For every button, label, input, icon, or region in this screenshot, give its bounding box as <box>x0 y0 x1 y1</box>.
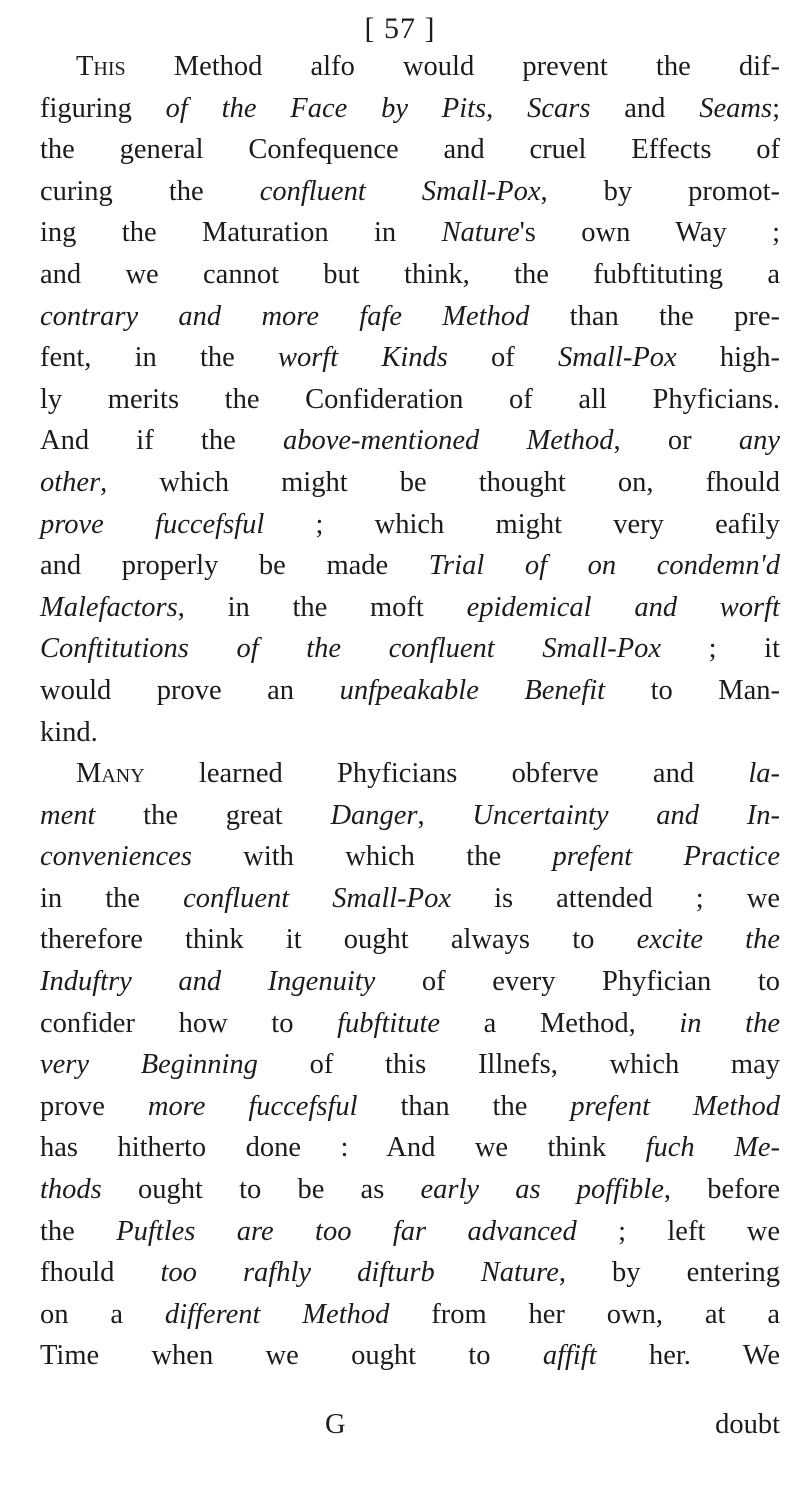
roman-text: fent, in the <box>40 342 278 374</box>
italic-text: Scars <box>527 92 591 124</box>
roman-text: , in the moft <box>177 591 467 623</box>
italic-text: Small-Pox <box>557 342 677 374</box>
text-line <box>40 587 780 629</box>
italic-text: any <box>738 425 780 457</box>
roman-text: confider how to <box>40 1007 338 1039</box>
roman-text: and we cannot but think, the fubftituting a <box>40 258 780 290</box>
text-line <box>40 712 780 754</box>
roman-text: ; which might very eafily <box>264 508 781 540</box>
roman-text: ; <box>772 92 781 124</box>
italic-text: thods <box>40 1174 102 1206</box>
text-line <box>40 753 780 795</box>
italic-text: ment <box>40 799 96 831</box>
text-line <box>40 1003 780 1045</box>
text-line <box>40 171 780 213</box>
italic-text: other <box>40 466 101 498</box>
roman-text: on a <box>40 1298 165 1330</box>
roman-text: curing the <box>40 175 260 207</box>
italic-text: confluent Small-Pox <box>259 175 541 207</box>
roman-text: prove <box>40 1090 148 1122</box>
text-line <box>40 212 780 254</box>
italic-text: Conftitutions of the confluent Small-Pox <box>40 633 662 665</box>
roman-text: , before <box>663 1174 780 1206</box>
italic-text: early as poffible <box>420 1174 664 1206</box>
text-line <box>40 1252 780 1294</box>
page-footer <box>40 1404 780 1446</box>
roman-text: than the <box>357 1090 571 1122</box>
text-line <box>40 420 780 462</box>
text-line <box>40 545 780 587</box>
italic-text: of the Face by Pits <box>165 92 487 124</box>
italic-text: prove fuccefsful <box>40 508 265 540</box>
roman-text: to Man- <box>605 674 781 706</box>
text-line <box>40 878 780 920</box>
roman-text: is attended ; we <box>451 882 780 914</box>
roman-text: would prove an <box>40 674 340 706</box>
italic-text: conveniences <box>40 841 192 873</box>
text-line <box>40 1211 780 1253</box>
text-line <box>40 296 780 338</box>
roman-text: of this Illnefs, which may <box>257 1049 781 1081</box>
italic-text: different Method <box>164 1298 390 1330</box>
italic-text: unfpeakable Benefit <box>339 674 606 706</box>
italic-text: Nature <box>441 217 520 249</box>
roman-text: learned Phyficians obferve and <box>144 758 749 790</box>
roman-text: from her own, at a <box>389 1298 780 1330</box>
italic-text: worft Kinds <box>277 342 448 374</box>
roman-text: ought to be as <box>101 1174 421 1206</box>
roman-text: , which might be thought on, fhould <box>100 466 780 498</box>
catchword: doubt <box>715 1409 780 1440</box>
roman-text: , by entering <box>558 1257 780 1289</box>
italic-text: Uncertainty and In- <box>472 799 780 831</box>
italic-text: affift <box>542 1340 597 1372</box>
roman-text: and properly be made <box>40 550 429 582</box>
small-caps-text: Many <box>76 758 145 790</box>
roman-text: of every Phyfician to <box>375 966 780 998</box>
roman-text: has hitherto done : And we think <box>40 1132 646 1164</box>
roman-text: ing the Maturation in <box>40 217 442 249</box>
italic-text: Puftles are too far advanced <box>116 1215 577 1247</box>
text-line <box>40 88 780 130</box>
text-line <box>40 1335 780 1377</box>
italic-text: contrary and more fafe Method <box>40 300 530 332</box>
text-line <box>40 1127 780 1169</box>
roman-text: Method alfo would prevent the dif- <box>125 51 780 82</box>
roman-text: ly merits the Confideration of all Phyficians. <box>40 383 780 415</box>
roman-text: of <box>447 342 558 374</box>
signature-mark: G <box>325 1409 346 1440</box>
body-text <box>40 46 780 1377</box>
small-caps-text: This <box>76 51 126 82</box>
roman-text: therefore think it ought always to <box>40 924 637 956</box>
italic-text: la- <box>748 758 780 790</box>
roman-text: in the <box>40 882 184 914</box>
text-line <box>40 46 780 88</box>
italic-text: more fuccefsful <box>147 1090 358 1122</box>
text-line <box>40 1044 780 1086</box>
roman-text: fhould <box>40 1257 161 1289</box>
italic-text: fuch Me- <box>645 1132 780 1164</box>
italic-text: confluent Small-Pox <box>183 882 451 914</box>
roman-text: , by promot- <box>540 175 780 207</box>
roman-text: , <box>486 92 528 124</box>
text-line <box>40 919 780 961</box>
roman-text: , <box>417 799 473 831</box>
roman-text: the <box>40 1215 117 1247</box>
italic-text: excite the <box>636 924 780 956</box>
italic-text: Malefactors <box>40 591 178 623</box>
roman-text: the great <box>95 799 331 831</box>
page-number: [ 57 ] <box>364 12 436 45</box>
roman-text: with which the <box>191 841 553 873</box>
text-line <box>40 254 780 296</box>
roman-text: and <box>590 92 700 124</box>
italic-text: Seams <box>699 92 773 124</box>
roman-text: kind. <box>40 716 98 748</box>
roman-text: And if the <box>40 425 283 457</box>
text-line <box>40 1294 780 1336</box>
roman-text: the general Confequence and cruel Effects of <box>40 134 780 166</box>
text-line <box>40 836 780 878</box>
roman-text: 's own Way ; <box>519 217 780 249</box>
roman-text: figuring <box>40 92 166 124</box>
roman-text: Time when we ought to <box>40 1340 543 1372</box>
italic-text: Danger <box>330 799 418 831</box>
roman-text: ; left we <box>576 1215 780 1247</box>
italic-text: Induftry and Ingenuity <box>40 966 376 998</box>
text-line <box>40 462 780 504</box>
text-line <box>40 129 780 171</box>
italic-text: prefent Method <box>570 1090 780 1122</box>
text-line <box>40 961 780 1003</box>
roman-text: a Method, <box>440 1007 680 1039</box>
italic-text: Trial of on condemn'd <box>428 550 780 582</box>
italic-text: prefent Practice <box>552 841 780 873</box>
roman-text: her. We <box>596 1340 780 1372</box>
text-line <box>40 628 780 670</box>
italic-text: fubftitute <box>337 1007 441 1039</box>
text-line <box>40 1169 780 1211</box>
roman-text: high- <box>676 342 780 374</box>
italic-text: epidemical and worft <box>466 591 780 623</box>
italic-text: in the <box>679 1007 780 1039</box>
text-line <box>40 337 780 379</box>
italic-text: very Beginning <box>40 1049 258 1081</box>
roman-text: , or <box>613 425 739 457</box>
text-line <box>40 670 780 712</box>
text-line <box>40 1086 780 1128</box>
italic-text: too rafhly difturb Nature <box>160 1257 559 1289</box>
roman-text: ; it <box>661 633 780 665</box>
roman-text: than the pre- <box>529 300 780 332</box>
text-line <box>40 504 780 546</box>
italic-text: above-mentioned Method <box>282 425 614 457</box>
text-line <box>40 795 780 837</box>
text-line <box>40 379 780 421</box>
